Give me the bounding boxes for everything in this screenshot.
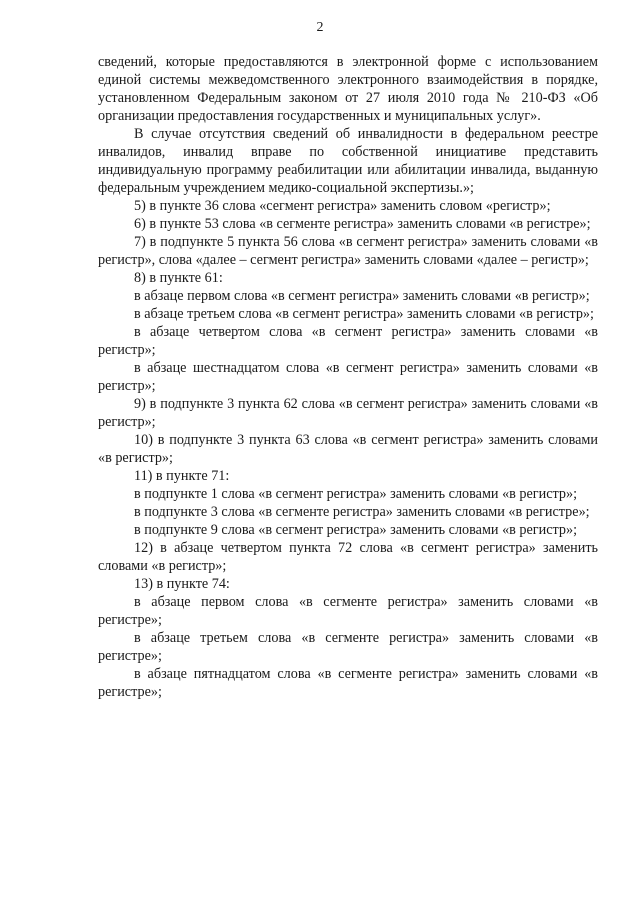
paragraph-item-5: 5) в пункте 36 слова «сегмент регистра» заменить словом «регистр»; (134, 198, 551, 214)
paragraph-item-8-sub-1: в абзаце первом слова «в сегмент регистра» заменить словами «в регистр»; (134, 288, 590, 304)
paragraph-item-6: 6) в пункте 53 слова «в сегменте регистра» заменить словами «в регистре»; (134, 216, 591, 232)
paragraph-item-8-sub-4: в абзаце шестнадцатом слова «в сегмент регистра» заменить словами «в регистр»; (98, 360, 598, 394)
paragraph-item-8-sub-3: в абзаце четвертом слова «в сегмент регистра» заменить словами «в регистр»; (98, 324, 598, 358)
page-number: 2 (316, 20, 324, 35)
paragraph-item-11-sub-1: в подпункте 1 слова «в сегмент регистра» заменить словами «в регистр»; (134, 486, 578, 502)
paragraph-item-12: 12) в абзаце четвертом пункта 72 слова «в сегмент регистра» заменить словами «в регистр»; (98, 540, 598, 574)
paragraph-item-13-sub-1: в абзаце первом слова «в сегменте регистра» заменить словами «в регистре»; (98, 594, 598, 628)
paragraph-item-7: 7) в подпункте 5 пункта 56 слова «в сегмент регистра» заменить словами «в регистр», слова «далее – сегмент регистра» заменить словами «далее – регистр»; (98, 234, 598, 268)
paragraph-item-13-sub-3: в абзаце пятнадцатом слова «в сегменте регистра» заменить словами «в регистре»; (98, 666, 598, 700)
paragraph-item-9: 9) в подпункте 3 пункта 62 слова «в сегмент регистра» заменить словами «в регистр»; (98, 396, 598, 430)
paragraph-item-11-sub-3: в подпункте 9 слова «в сегмент регистра» заменить словами «в регистр»; (134, 522, 578, 538)
paragraph-item-11: 11) в пункте 71: (134, 468, 230, 484)
paragraph-continuation: сведений, которые предоставляются в электронной форме с использованием единой системы межведомственного электронного взаимодействия в порядке, установленном Федеральным законом от 27 июля 2010 года № 210-ФЗ «Об организации предоставления государственных и муниципальных услуг». (98, 54, 598, 124)
paragraph-item-10: 10) в подпункте 3 пункта 63 слова «в сегмент регистра» заменить словами «в регистр»; (98, 432, 598, 466)
paragraph-item-13-sub-2: в абзаце третьем слова «в сегменте регистра» заменить словами «в регистре»; (98, 630, 598, 664)
paragraph-disability-registry: В случае отсутствия сведений об инвалидности в федеральном реестре инвалидов, инвалид вправе по собственной инициативе представить индивидуальную программу реабилитации или абилитации инвалида, выданную федеральным учреждением медико-социальной экспертизы.»; (98, 126, 598, 196)
paragraph-item-8-sub-2: в абзаце третьем слова «в сегмент регистра» заменить словами «в регистр»; (134, 306, 594, 322)
paragraph-item-8: 8) в пункте 61: (134, 270, 223, 286)
paragraph-item-11-sub-2: в подпункте 3 слова «в сегменте регистра» заменить словами «в регистре»; (134, 504, 590, 520)
paragraph-item-13: 13) в пункте 74: (134, 576, 230, 592)
document-body (98, 53, 598, 701)
